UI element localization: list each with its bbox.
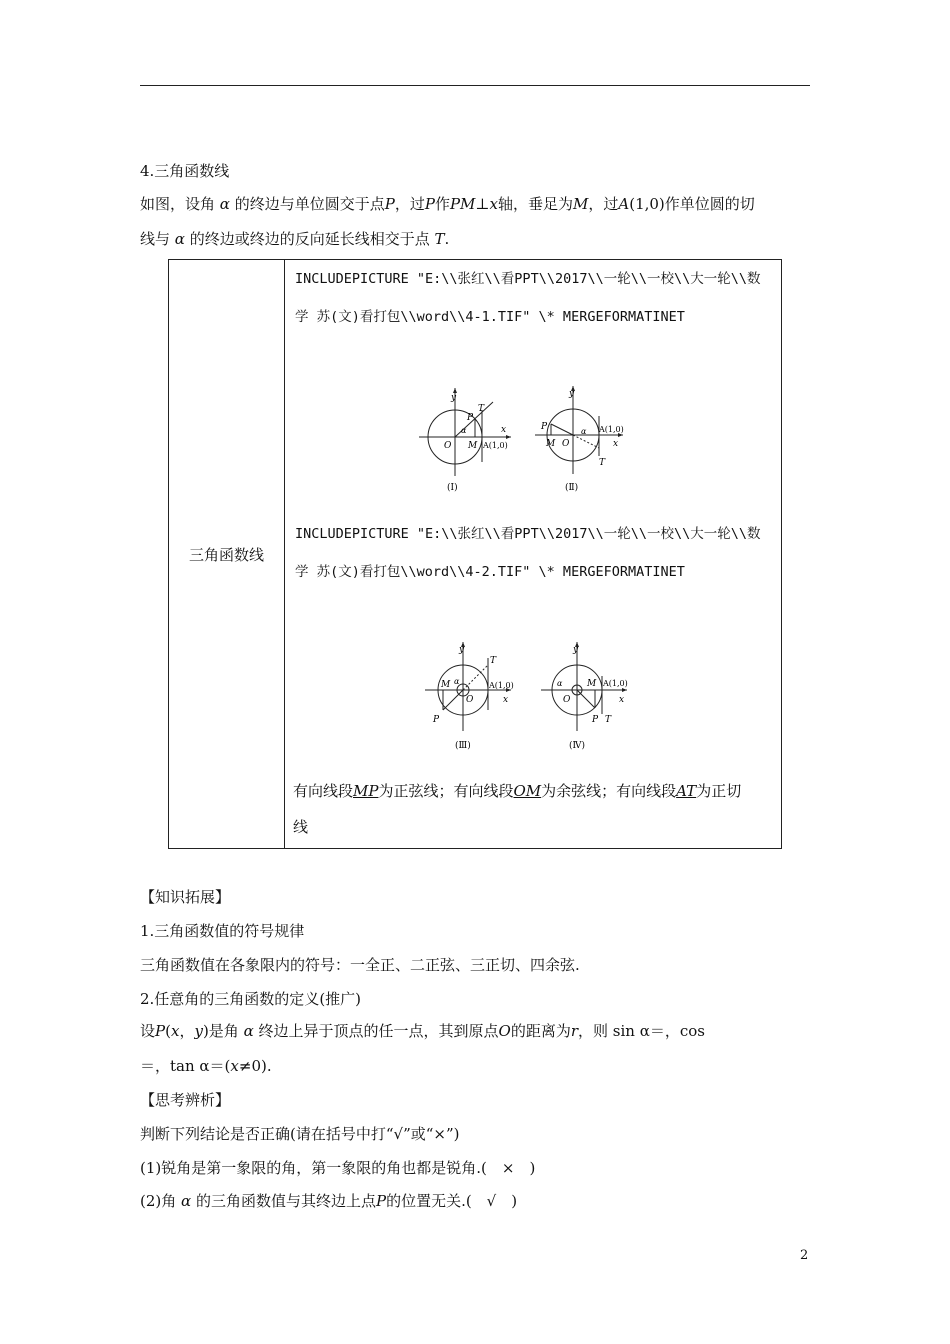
svg-text:T: T: [599, 458, 606, 468]
page-number: 2: [800, 1248, 809, 1263]
svg-text:M: M: [441, 680, 451, 690]
svg-text:P: P: [433, 715, 440, 725]
figure-3: [425, 642, 514, 751]
svg-text:x: x: [503, 695, 509, 705]
trig-lines-desc-2: 线: [293, 818, 309, 836]
figure-1: [419, 388, 511, 493]
trig-lines-desc-1: 有向线段MP为正弦线；有向线段OM为余弦线；有向线段AT为正切: [293, 782, 742, 800]
figures-3-4: [415, 636, 655, 756]
svg-text:(Ⅲ): (Ⅲ): [455, 741, 471, 751]
svg-text:α: α: [461, 426, 467, 435]
svg-text:T: T: [605, 715, 612, 725]
figure-4: [541, 642, 628, 751]
svg-text:P: P: [592, 715, 599, 725]
svg-text:M: M: [587, 679, 597, 689]
svg-text:P: P: [541, 422, 548, 432]
svg-text:y: y: [451, 393, 457, 403]
svg-text:A(1,0): A(1,0): [599, 425, 624, 434]
figures-1-2: [415, 382, 655, 498]
svg-text:A(1,0): A(1,0): [483, 441, 508, 450]
table-body-cell: [285, 260, 782, 849]
svg-text:x: x: [501, 425, 507, 435]
ext-t2-line-2: ＝，tan α＝(x≠0).: [140, 1057, 272, 1075]
ext-t1: 1.三角函数值的符号规律: [140, 922, 305, 940]
ext-heading: 【知识拓展】: [140, 888, 231, 906]
table-label: 三角函数线: [169, 260, 285, 849]
svg-text:A(1,0): A(1,0): [489, 681, 514, 690]
svg-text:x: x: [619, 695, 625, 705]
figure-2: [535, 386, 624, 493]
svg-text:T: T: [478, 404, 485, 414]
svg-text:(Ⅱ): (Ⅱ): [565, 483, 579, 493]
svg-text:y: y: [459, 645, 465, 655]
svg-text:M: M: [546, 439, 556, 449]
svg-text:O: O: [562, 439, 570, 449]
svg-text:P: P: [467, 413, 474, 423]
ext-t2: 2.任意角的三角函数的定义(推广): [140, 990, 362, 1008]
svg-text:(Ⅰ): (Ⅰ): [447, 483, 458, 493]
svg-text:x: x: [613, 439, 619, 449]
intro-line-1: 如图，设角 α 的终边与单位圆交于点P，过P作PM⊥x轴，垂足为M，过A(1,0)作单位圆的切: [140, 195, 755, 213]
svg-text:y: y: [573, 645, 579, 655]
svg-text:α: α: [557, 679, 563, 688]
trig-lines-table: [168, 259, 782, 849]
svg-text:O: O: [563, 695, 571, 705]
think-heading: 【思考辨析】: [140, 1091, 231, 1109]
think-q2: (2)角 α 的三角函数值与其终边上点P的位置无关.( √ ): [140, 1192, 518, 1210]
ext-t2-line-1: 设P(x，y)是角 α 终边上异于顶点的任一点，其到原点O的距离为r，则 sin α＝，cos: [140, 1022, 705, 1040]
ext-t1-body: 三角函数值在各象限内的符号：一全正、二正弦、三正切、四余弦.: [140, 956, 580, 974]
svg-text:α: α: [454, 677, 460, 686]
intro-line-2: 线与 α 的终边或终边的反向延长线相交于点 T.: [140, 230, 450, 248]
svg-text:M: M: [468, 441, 478, 451]
svg-text:y: y: [569, 389, 575, 399]
svg-text:(Ⅳ): (Ⅳ): [569, 741, 586, 751]
svg-text:A(1,0): A(1,0): [603, 679, 628, 688]
svg-text:O: O: [466, 695, 474, 705]
think-intro: 判断下列结论是否正确(请在括号中打“√”或“×”): [140, 1125, 460, 1143]
section-heading: 4.三角函数线: [140, 162, 230, 180]
includepicture-field-2: INCLUDEPICTURE "E:\\张红\\看PPT\\2017\\一轮\\一校\\大一轮\\数学 苏(文)看打包\\word\\4-2.TIF" \* MERGEFORMATINET: [295, 526, 761, 580]
header-rule: [140, 85, 810, 86]
svg-text:α: α: [581, 427, 587, 436]
svg-text:T: T: [490, 656, 497, 666]
think-q1: (1)锐角是第一象限的角，第一象限的角也都是锐角.( × ): [140, 1159, 536, 1177]
includepicture-field-1: INCLUDEPICTURE "E:\\张红\\看PPT\\2017\\一轮\\一校\\大一轮\\数学 苏(文)看打包\\word\\4-1.TIF" \* MERGEFORMATINET: [295, 271, 761, 325]
svg-text:O: O: [444, 441, 452, 451]
